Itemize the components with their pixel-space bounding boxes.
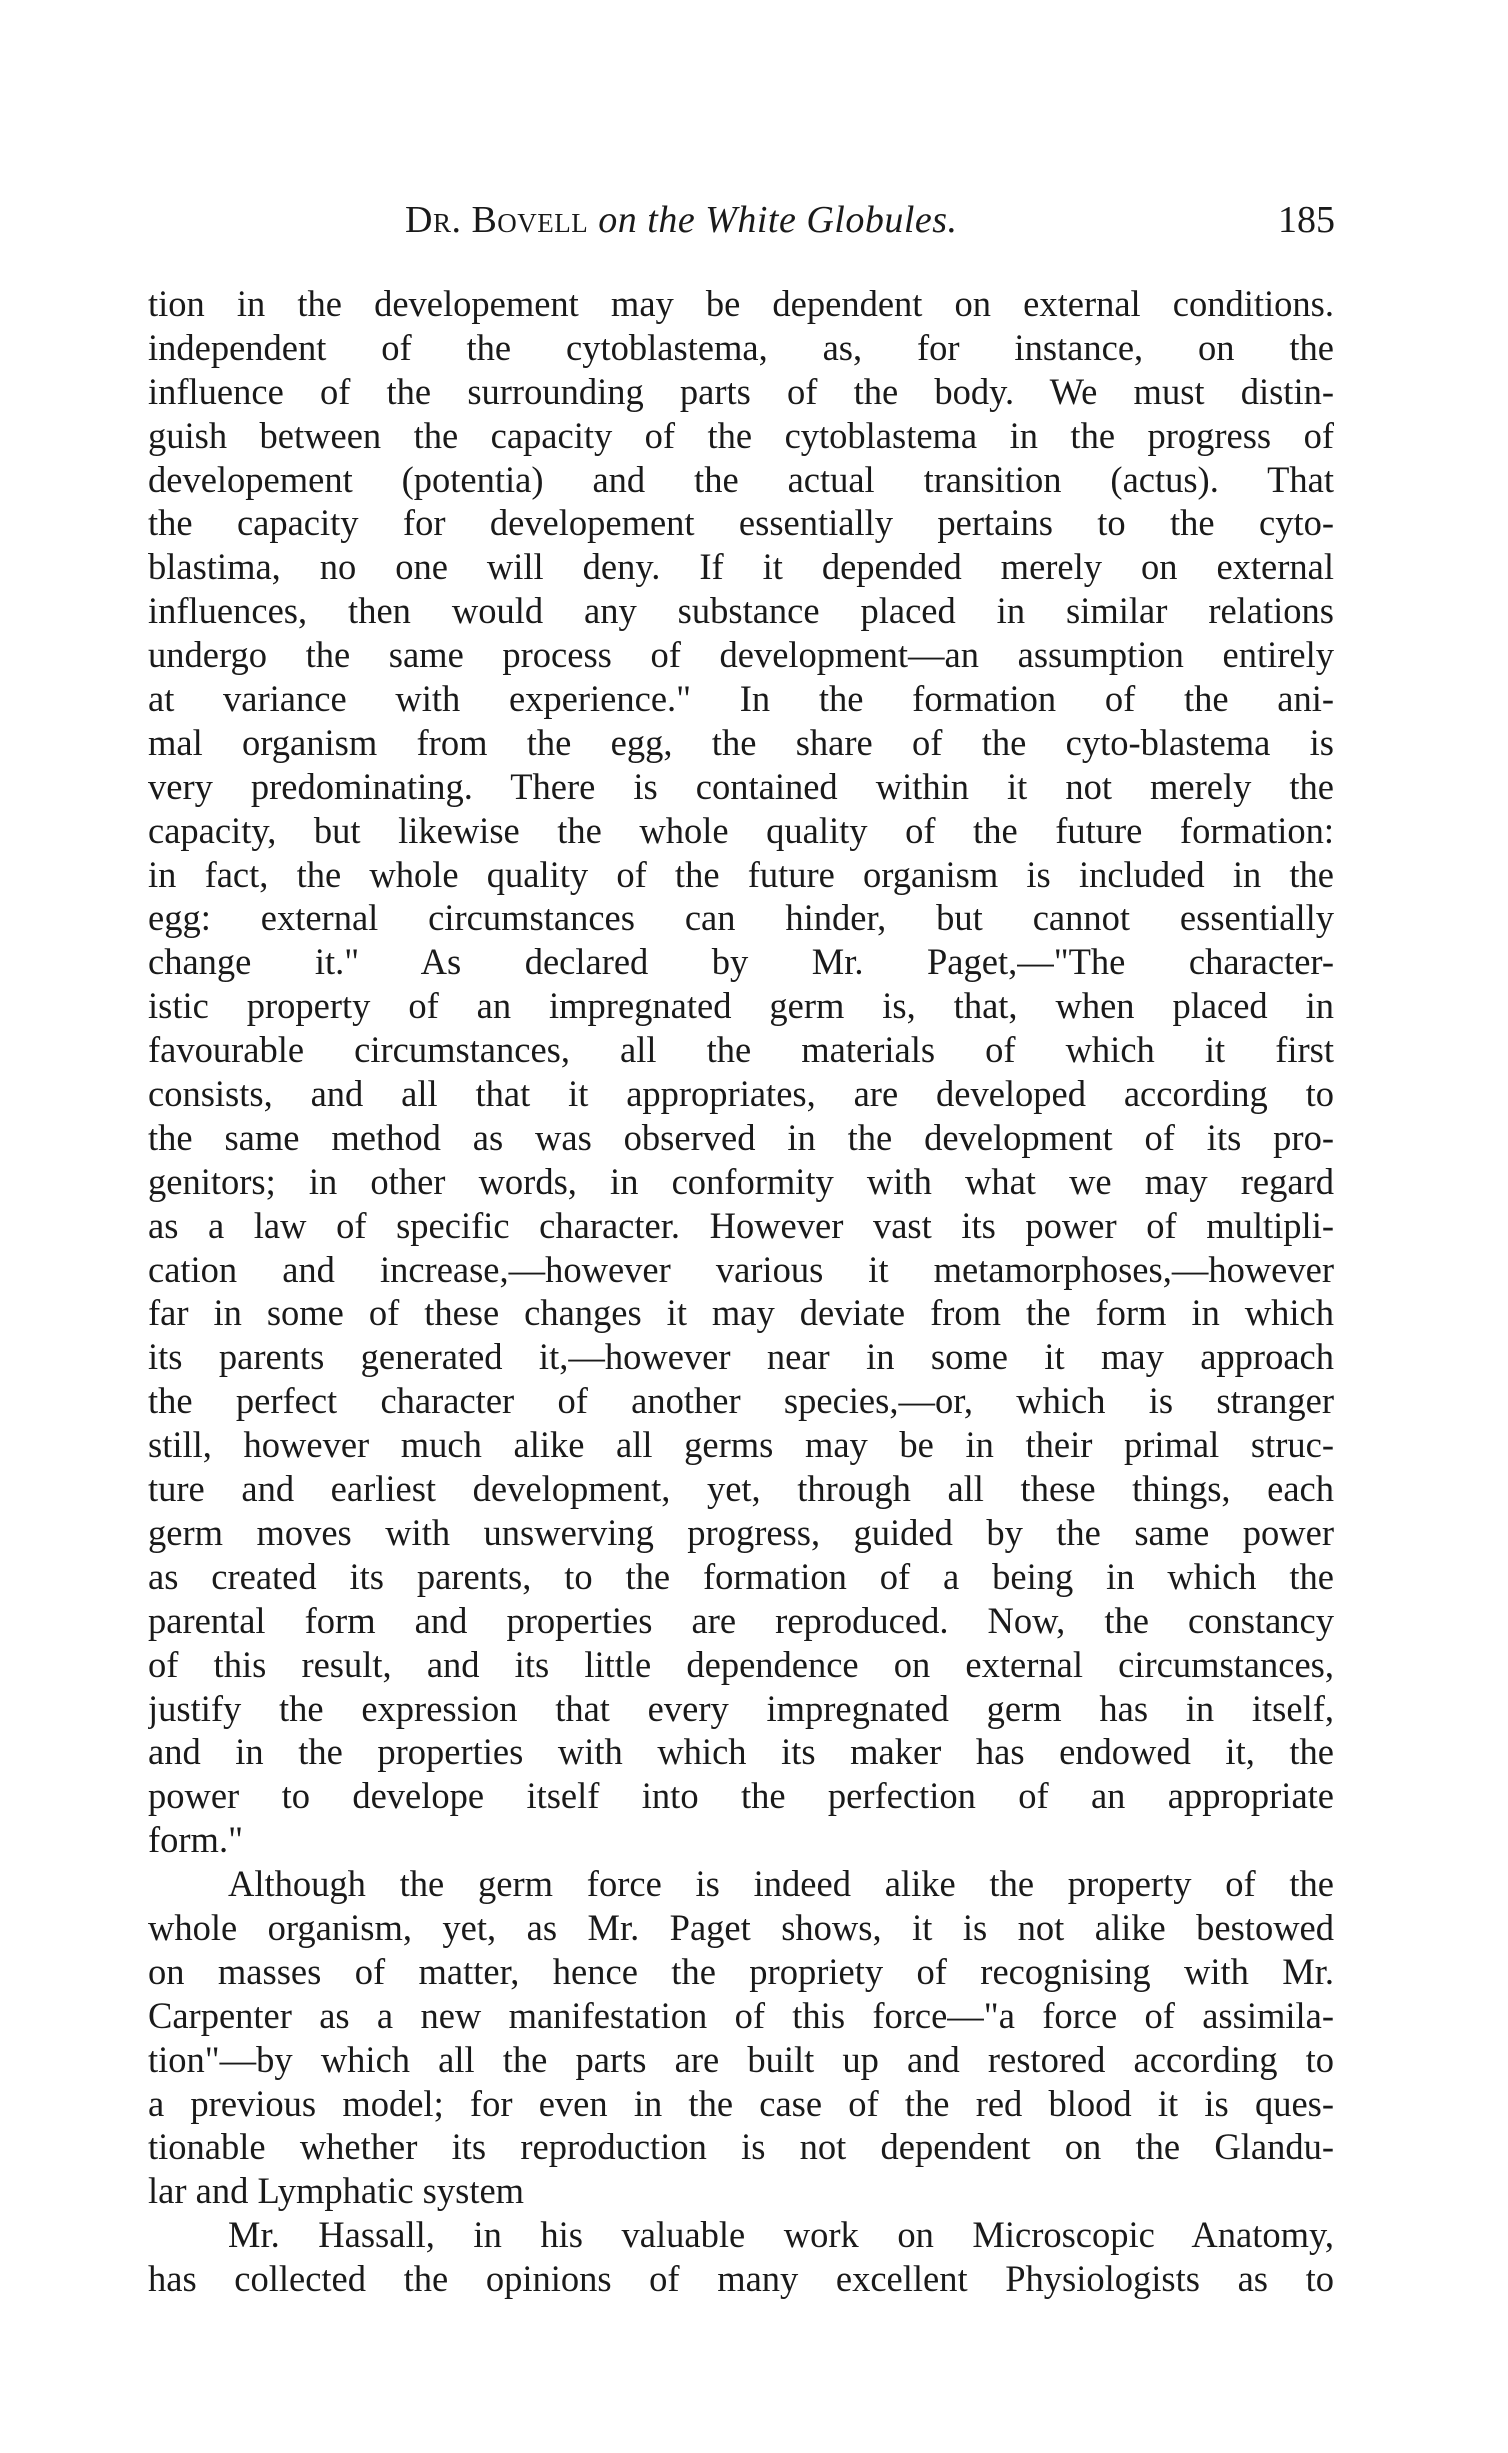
text-line: in fact, the whole quality of the future organism is included in the	[148, 853, 1334, 895]
text-line: form."	[148, 1819, 243, 1861]
text-line: and in the properties with which its maker has endowed it, the	[148, 1731, 1334, 1773]
text-line: germ moves with unswerving progress, guided by the same power	[148, 1511, 1334, 1553]
text-line: whole organism, yet, as Mr. Paget shows, it is not alike bestowed	[148, 1906, 1334, 1948]
text-line: still, however much alike all germs may be in their primal struc-	[148, 1424, 1334, 1466]
text-line: guish between the capacity of the cytoblastema in the progress of	[148, 414, 1334, 456]
text-line: mal organism from the egg, the share of the cyto-blastema is	[148, 721, 1334, 763]
running-title-author: Dr. Bovell	[405, 199, 589, 241]
text-line: on masses of matter, hence the propriety of recognising with Mr.	[148, 1950, 1334, 1992]
text-line: tion"—by which all the parts are built up and restored according to	[148, 2038, 1334, 2080]
text-line: at variance with experience." In the formation of the ani-	[148, 678, 1334, 720]
text-line: as a law of specific character. However vast its power of multipli-	[148, 1204, 1334, 1246]
text-line: the perfect character of another species,—or, which is stranger	[148, 1380, 1334, 1422]
text-line: its parents generated it,—however near in some it may approach	[148, 1336, 1334, 1378]
text-line: power to develope itself into the perfection of an appropriate	[148, 1775, 1334, 1817]
text-line: influences, then would any substance placed in similar relations	[148, 590, 1334, 632]
text-line: egg: external circumstances can hinder, but cannot essentially	[148, 897, 1334, 939]
text-line: justify the expression that every impregnated germ has in itself,	[148, 1687, 1334, 1729]
text-line: of this result, and its little dependence on external circumstances,	[148, 1643, 1334, 1685]
text-line: the capacity for developement essentially pertains to the cyto-	[148, 502, 1334, 544]
text-line: a previous model; for even in the case of the red blood it is ques-	[148, 2082, 1334, 2124]
text-line: capacity, but likewise the whole quality of the future formation:	[148, 809, 1334, 851]
text-line: parental form and properties are reproduced. Now, the constancy	[148, 1599, 1334, 1641]
text-line: very predominating. There is contained within it not merely the	[148, 765, 1334, 807]
text-line: blastima, no one will deny. If it depended merely on external	[148, 546, 1334, 588]
text-line: Mr. Hassall, in his valuable work on Microscopic Anatomy,	[228, 2214, 1334, 2256]
text-line: lar and Lymphatic system	[148, 2170, 525, 2212]
running-title	[405, 198, 958, 242]
text-line: influence of the surrounding parts of the body. We must distin-	[148, 370, 1334, 412]
text-line: istic property of an impregnated germ is, that, when placed in	[148, 985, 1334, 1027]
running-title-subject: on the White Globules.	[598, 199, 958, 241]
text-line: Although the germ force is indeed alike the property of the	[228, 1863, 1334, 1905]
text-line: undergo the same process of development—an assumption entirely	[148, 634, 1334, 676]
text-line: as created its parents, to the formation of a being in which the	[148, 1555, 1334, 1597]
text-line: tion in the developement may be dependent on external conditions.	[148, 283, 1334, 324]
text-line: Carpenter as a new manifestation of this force—"a force of assimila-	[148, 1994, 1334, 2036]
text-line: tionable whether its reproduction is not dependent on the Glandu-	[148, 2126, 1334, 2168]
text-line: consists, and all that it appropriates, are developed according to	[148, 1073, 1334, 1115]
text-line: has collected the opinions of many excellent Physiologists as to	[148, 2258, 1334, 2300]
text-line: far in some of these changes it may deviate from the form in which	[148, 1292, 1334, 1334]
running-head	[160, 198, 1335, 250]
text-line: ture and earliest development, yet, through all these things, each	[148, 1468, 1334, 1510]
text-line: change it." As declared by Mr. Paget,—"The character-	[148, 941, 1334, 983]
text-line: independent of the cytoblastema, as, for instance, on the	[148, 326, 1334, 368]
body-text	[148, 282, 1334, 2301]
page-number: 185	[1278, 199, 1335, 241]
text-line: favourable circumstances, all the materials of which it first	[148, 1029, 1334, 1071]
text-line: developement (potentia) and the actual transition (actus). That	[148, 458, 1334, 500]
text-line: genitors; in other words, in conformity with what we may regard	[148, 1160, 1334, 1202]
text-line: the same method as was observed in the development of its pro-	[148, 1116, 1334, 1158]
text-line: cation and increase,—however various it metamorphoses,—however	[148, 1248, 1334, 1290]
